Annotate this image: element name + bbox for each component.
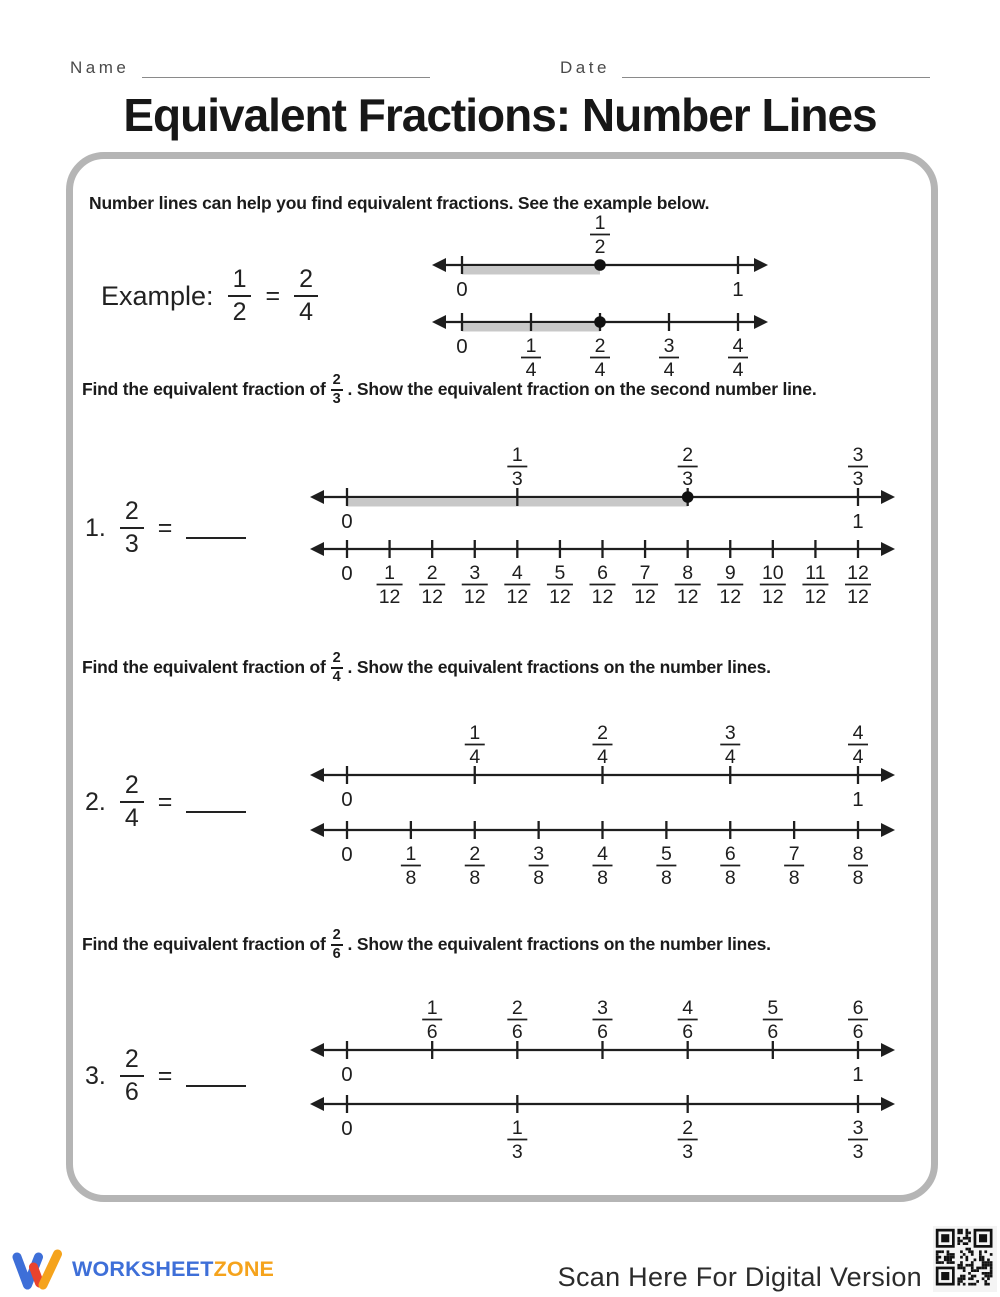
problem-3-fraction: $\frac{2}{6}$	[120, 1044, 144, 1108]
svg-text:12: 12	[591, 586, 614, 608]
page-title: Equivalent Fractions: Number Lines	[123, 89, 877, 141]
svg-text:4: 4	[682, 998, 694, 1019]
worksheetzone-logo	[12, 1246, 274, 1292]
svg-text:3: 3	[682, 1141, 694, 1163]
svg-text:8: 8	[660, 867, 672, 889]
problem-2-instruction	[82, 649, 771, 686]
svg-text:12: 12	[676, 586, 699, 608]
problem-2-number-line-2	[310, 816, 895, 895]
svg-text:3: 3	[852, 445, 864, 466]
svg-text:0: 0	[456, 278, 468, 299]
svg-text:3: 3	[852, 468, 864, 490]
svg-text:0: 0	[341, 843, 353, 866]
svg-text:4: 4	[469, 746, 481, 768]
svg-text:2: 2	[594, 236, 606, 258]
problem-1-number-line-1	[310, 445, 895, 536]
svg-text:7: 7	[788, 843, 800, 865]
svg-text:6: 6	[852, 998, 864, 1019]
svg-text:8: 8	[724, 867, 736, 889]
instruction-prefix: Find the equivalent fraction of	[82, 657, 326, 677]
name-label: Name	[70, 58, 130, 77]
svg-text:4: 4	[852, 723, 864, 744]
example-row	[101, 261, 318, 331]
svg-text:2: 2	[682, 1117, 694, 1139]
svg-text:8: 8	[469, 867, 481, 889]
svg-text:4: 4	[597, 843, 608, 865]
name-input-line[interactable]	[142, 76, 430, 78]
svg-text:8: 8	[682, 562, 694, 584]
svg-text:3: 3	[852, 1141, 864, 1163]
problem-1-fraction: $\frac{2}{3}$	[120, 496, 144, 560]
problem-3-number-line-1	[310, 998, 895, 1089]
problem-1-instruction	[82, 371, 816, 408]
problem-3-equals: =	[157, 1061, 173, 1090]
svg-text:3: 3	[682, 468, 694, 490]
instruction-fraction: $\frac{2}{6}$	[332, 926, 341, 962]
problem-2-number: 2.	[85, 787, 106, 816]
example-equals: =	[265, 281, 281, 310]
svg-text:2: 2	[682, 445, 694, 466]
svg-text:4: 4	[525, 359, 537, 381]
svg-text:1: 1	[732, 278, 744, 299]
svg-text:1: 1	[852, 510, 864, 531]
problem-1-answer-blank[interactable]	[186, 536, 246, 539]
svg-text:3: 3	[533, 843, 545, 865]
svg-text:6: 6	[724, 843, 736, 865]
svg-text:6: 6	[767, 1021, 779, 1043]
svg-text:12: 12	[847, 586, 869, 608]
instruction-prefix: Find the equivalent fraction of	[82, 934, 326, 954]
svg-text:1: 1	[594, 213, 606, 234]
svg-text:5: 5	[767, 998, 779, 1019]
svg-text:4: 4	[511, 562, 523, 584]
svg-text:8: 8	[852, 843, 864, 865]
svg-text:1: 1	[511, 445, 523, 466]
svg-text:11: 11	[805, 562, 826, 584]
problem-3-number: 3.	[85, 1061, 106, 1090]
svg-text:4: 4	[663, 359, 675, 381]
svg-text:3: 3	[511, 468, 523, 490]
svg-text:1: 1	[852, 1063, 864, 1084]
svg-text:6: 6	[426, 1021, 438, 1043]
instruction-fraction: $\frac{2}{4}$	[332, 649, 341, 685]
svg-text:2: 2	[426, 562, 438, 584]
svg-text:1: 1	[469, 723, 481, 744]
svg-text:12: 12	[761, 586, 784, 608]
svg-text:12: 12	[463, 586, 486, 608]
example-rhs-fraction: $\frac{2}{4}$	[294, 264, 318, 328]
problem-2-equals: =	[157, 787, 173, 816]
svg-text:1: 1	[426, 998, 438, 1019]
svg-text:4: 4	[732, 359, 744, 381]
svg-text:0: 0	[341, 562, 353, 585]
worksheetzone-logo-text: WORKSHEETZONE	[72, 1256, 275, 1281]
svg-text:0: 0	[341, 1063, 353, 1084]
instruction-fraction: $\frac{2}{3}$	[332, 371, 341, 407]
svg-text:0: 0	[341, 788, 353, 809]
svg-text:2: 2	[511, 998, 523, 1019]
instruction-suffix: . Show the equivalent fraction on the second number line.	[347, 379, 817, 399]
svg-text:1: 1	[405, 843, 417, 865]
problem-1-row	[85, 493, 246, 563]
svg-text:8: 8	[533, 867, 545, 889]
problem-3-number-line-2	[310, 1090, 895, 1169]
example-label: Example:	[101, 280, 214, 311]
svg-text:1: 1	[511, 1117, 523, 1139]
svg-text:4: 4	[594, 359, 606, 381]
svg-text:4: 4	[852, 746, 864, 768]
svg-text:3: 3	[469, 562, 481, 584]
intro-text: Number lines can help you find equivalent fractions. See the example below.	[89, 193, 710, 213]
problem-2-answer-blank[interactable]	[186, 810, 246, 813]
worksheetzone-logo-icon	[12, 1246, 64, 1292]
problem-2-fraction: $\frac{2}{4}$	[120, 770, 144, 834]
svg-text:2: 2	[469, 843, 481, 865]
svg-text:3: 3	[724, 723, 736, 744]
svg-text:6: 6	[597, 562, 608, 584]
instruction-prefix: Find the equivalent fraction of	[82, 379, 326, 399]
svg-text:1: 1	[384, 562, 395, 584]
problem-3-row	[85, 1041, 246, 1111]
svg-text:12: 12	[421, 586, 444, 608]
svg-text:8: 8	[788, 867, 800, 889]
svg-text:8: 8	[597, 867, 608, 889]
svg-text:3: 3	[663, 335, 675, 357]
svg-text:8: 8	[852, 867, 864, 889]
svg-text:6: 6	[511, 1021, 523, 1043]
svg-text:1: 1	[852, 788, 864, 809]
svg-text:3: 3	[852, 1117, 864, 1139]
svg-text:12: 12	[719, 586, 742, 608]
instruction-suffix: . Show the equivalent fractions on the number lines.	[347, 657, 771, 677]
svg-text:12: 12	[804, 586, 827, 608]
svg-text:1: 1	[525, 335, 537, 357]
svg-text:2: 2	[594, 335, 606, 357]
svg-text:12: 12	[506, 586, 529, 608]
svg-text:10: 10	[761, 562, 784, 584]
svg-text:6: 6	[597, 1021, 608, 1043]
svg-text:6: 6	[852, 1021, 864, 1043]
problem-1-number: 1.	[85, 513, 106, 542]
problem-1-equals: =	[157, 513, 173, 542]
svg-text:0: 0	[341, 510, 353, 531]
svg-text:12: 12	[847, 562, 869, 584]
svg-text:6: 6	[682, 1021, 694, 1043]
svg-text:2: 2	[597, 723, 608, 744]
svg-text:4: 4	[597, 746, 608, 768]
problem-1-number-line-2	[310, 535, 895, 614]
svg-text:9: 9	[724, 562, 736, 584]
instruction-suffix: . Show the equivalent fractions on the number lines.	[347, 934, 771, 954]
svg-text:0: 0	[456, 335, 468, 358]
svg-text:7: 7	[639, 562, 651, 584]
svg-text:5: 5	[660, 843, 672, 865]
svg-text:4: 4	[732, 335, 744, 357]
problem-2-number-line-1	[310, 723, 895, 814]
problem-2-row	[85, 767, 246, 837]
problem-3-instruction	[82, 926, 771, 963]
svg-text:8: 8	[405, 867, 417, 889]
svg-text:12: 12	[634, 586, 656, 608]
svg-text:3: 3	[511, 1141, 523, 1163]
svg-text:5: 5	[554, 562, 566, 584]
date-label: Date	[560, 58, 610, 77]
svg-text:3: 3	[597, 998, 608, 1019]
problem-3-answer-blank[interactable]	[186, 1084, 246, 1087]
example-number-line-1	[432, 213, 768, 304]
date-input-line[interactable]	[622, 76, 930, 78]
example-lhs-fraction: $\frac{1}{2}$	[228, 264, 252, 328]
svg-text:12: 12	[378, 586, 401, 608]
svg-text:12: 12	[549, 586, 571, 608]
qr-code	[933, 1226, 997, 1297]
scan-text: Scan Here For Digital Version	[557, 1262, 922, 1292]
svg-text:0: 0	[341, 1117, 353, 1140]
svg-text:4: 4	[724, 746, 736, 768]
